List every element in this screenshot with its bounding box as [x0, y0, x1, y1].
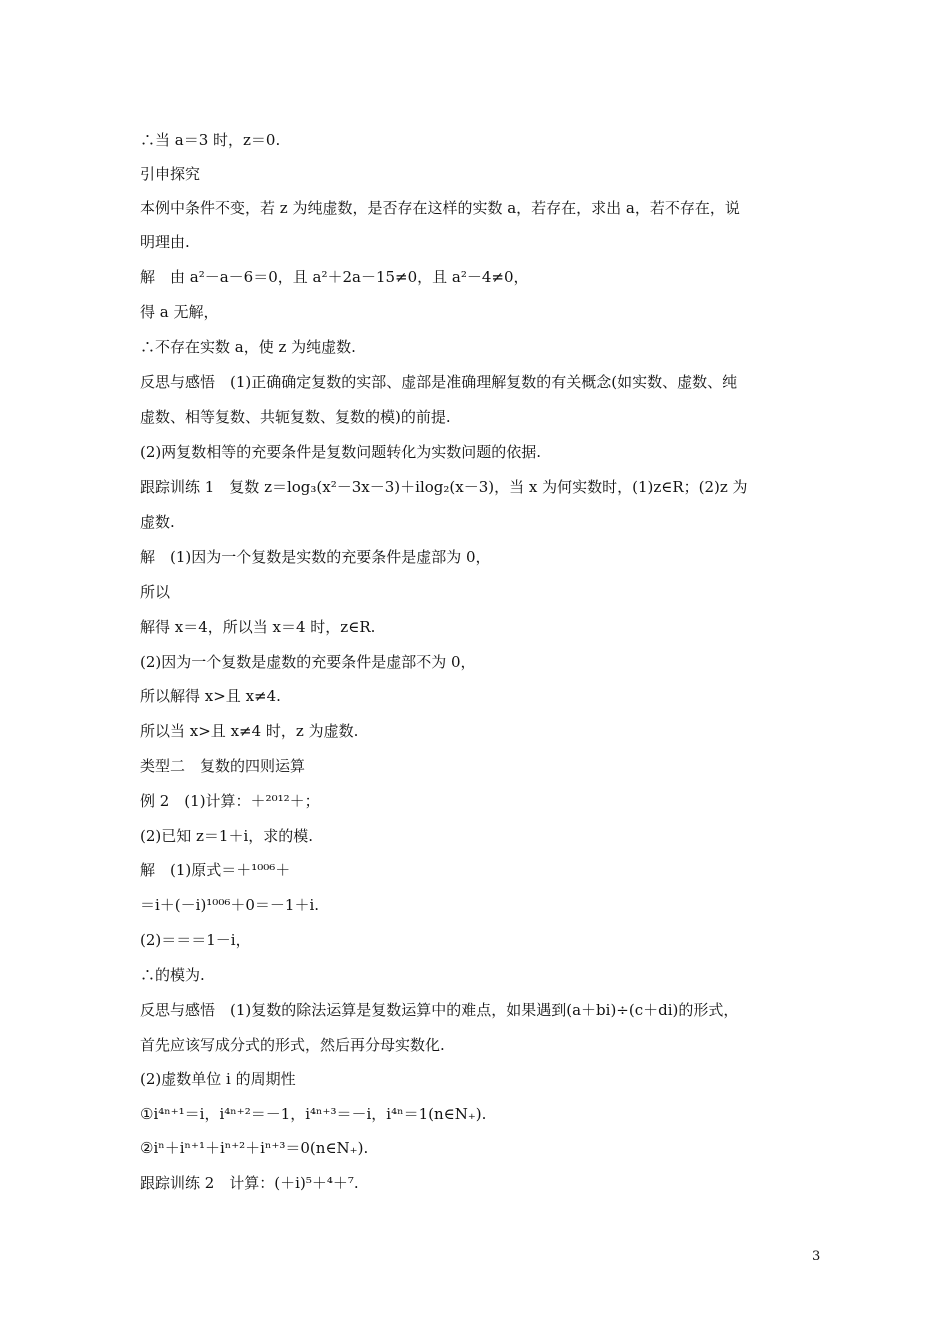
- text-line: 跟踪训练 1 复数 z＝log₃(x²－3x－3)＋ilog₂(x－3)，当 x 为何实数时，(1)z∈R；(2)z 为: [140, 478, 748, 496]
- text-line: (2)两复数相等的充要条件是复数问题转化为实数问题的依据.: [140, 443, 542, 461]
- text-line: (2)因为一个复数是虚数的充要条件是虚部不为 0，: [140, 653, 476, 671]
- text-line: ∴当 a＝3 时，z＝0.: [140, 131, 281, 149]
- text-line: 虚数、相等复数、共轭复数、复数的模)的前提.: [140, 408, 451, 426]
- text-line: 反思与感悟 (1)复数的除法运算是复数运算中的难点，如果遇到(a＋bi)÷(c＋di)的形式，: [140, 1001, 739, 1019]
- text-line: ∴的模为.: [140, 966, 205, 984]
- text-line: 明理由.: [140, 233, 190, 251]
- text-line: 反思与感悟 (1)正确确定复数的实部、虚部是准确理解复数的有关概念(如实数、虚数、纯: [140, 373, 738, 391]
- text-line: 解 (1)原式＝＋¹⁰⁰⁶＋: [140, 861, 291, 879]
- text-line: 跟踪训练 2 计算：(＋i)⁵＋⁴＋⁷.: [140, 1174, 359, 1192]
- text-line: 所以当 x>且 x≠4 时，z 为虚数.: [140, 722, 359, 740]
- page-number: 3: [812, 1249, 821, 1264]
- text-line: 例 2 (1)计算：＋²⁰¹²＋；: [140, 792, 320, 810]
- text-line: (2)＝＝＝1－i，: [140, 931, 251, 949]
- text-line: 虚数.: [140, 513, 175, 531]
- text-line: 解得 x＝4，所以当 x＝4 时，z∈R.: [140, 618, 376, 636]
- text-line: 所以: [140, 583, 171, 601]
- text-line: (2)虚数单位 i 的周期性: [140, 1070, 296, 1088]
- text-line: 解 由 a²－a－6＝0，且 a²＋2a－15≠0，且 a²－4≠0，: [140, 268, 529, 286]
- text-line: 所以解得 x>且 x≠4.: [140, 687, 281, 705]
- text-line: 得 a 无解，: [140, 303, 219, 321]
- text-line: ∴不存在实数 a，使 z 为纯虚数.: [140, 338, 356, 356]
- text-line: ①i⁴ⁿ⁺¹＝i，i⁴ⁿ⁺²＝－1，i⁴ⁿ⁺³＝－i，i⁴ⁿ＝1(n∈N₊).: [140, 1105, 487, 1123]
- text-line: (2)已知 z＝1＋i，求的模.: [140, 827, 314, 845]
- text-line: ＝i＋(－i)¹⁰⁰⁶＋0＝－1＋i.: [140, 896, 320, 914]
- section-heading: 类型二 复数的四则运算: [140, 757, 306, 775]
- text-line: 本例中条件不变，若 z 为纯虚数，是否存在这样的实数 a，若存在，求出 a，若不存在，说: [140, 199, 740, 217]
- text-line: ②iⁿ＋iⁿ⁺¹＋iⁿ⁺²＋iⁿ⁺³＝0(n∈N₊).: [140, 1139, 369, 1157]
- section-heading: 引申探究: [140, 165, 201, 183]
- text-line: 首先应该写成分式的形式，然后再分母实数化.: [140, 1036, 445, 1054]
- text-line: 解 (1)因为一个复数是实数的充要条件是虚部为 0，: [140, 548, 491, 566]
